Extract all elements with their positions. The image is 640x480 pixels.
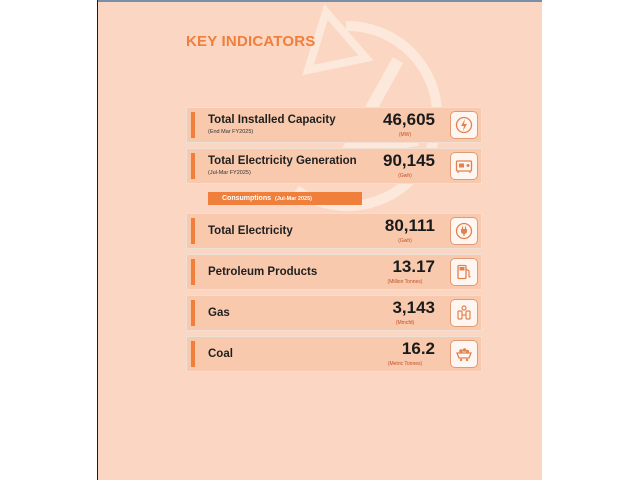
consumption-unit: (Gwh) — [398, 238, 412, 244]
consumptions-heading — [208, 192, 362, 205]
consumption-coal — [186, 336, 482, 372]
accent-bar — [191, 300, 195, 326]
fuel-pump-icon — [450, 258, 478, 286]
indicator-unit: (MW) — [398, 132, 412, 138]
consumption-value: 13.17 — [392, 257, 435, 276]
consumption-label: Petroleum Products — [208, 266, 318, 278]
lightning-icon — [450, 111, 478, 139]
accent-bar — [191, 259, 195, 285]
electric-plug-icon — [450, 217, 478, 245]
consumption-value: 3,143 — [392, 298, 435, 317]
coal-cart-icon — [450, 340, 478, 368]
indicator-period: (Jul-Mar FY2025) — [208, 170, 251, 176]
indicator-period: (End Mar FY2025) — [208, 129, 254, 135]
consumption-unit: (Million Tonnes) — [387, 279, 423, 285]
consumption-value: 80,111 — [384, 216, 435, 235]
consumption-value: 16.2 — [401, 339, 435, 358]
accent-bar — [191, 153, 195, 179]
consumption-unit: (Metric Tonnes) — [387, 361, 423, 367]
consumptions-label: Consumptions — [222, 195, 271, 202]
consumption-gas — [186, 295, 482, 331]
consumptions-period: (Jul-Mar 2025) — [275, 196, 312, 202]
accent-bar — [191, 112, 195, 138]
consumption-label: Total Electricity — [208, 225, 293, 237]
consumption-label: Coal — [208, 348, 233, 360]
indicator-electricity-generation — [186, 148, 482, 184]
indicator-installed-capacity — [186, 107, 482, 143]
consumption-petroleum-products — [186, 254, 482, 290]
indicator-value: 46,605 — [383, 110, 435, 129]
indicator-value: 90,145 — [383, 151, 435, 170]
consumption-total-electricity — [186, 213, 482, 249]
indicator-label: Total Installed Capacity — [208, 114, 336, 126]
page-title: KEY INDICATORS — [186, 33, 316, 50]
generator-icon — [450, 152, 478, 180]
indicator-label: Total Electricity Generation — [208, 155, 357, 167]
accent-bar — [191, 341, 195, 367]
consumption-label: Gas — [208, 307, 230, 319]
indicator-unit: (Gwh) — [398, 173, 412, 179]
accent-bar — [191, 218, 195, 244]
consumption-unit: (Mmcfd) — [395, 320, 415, 326]
gas-flame-icon — [450, 299, 478, 327]
report-page — [98, 0, 542, 480]
